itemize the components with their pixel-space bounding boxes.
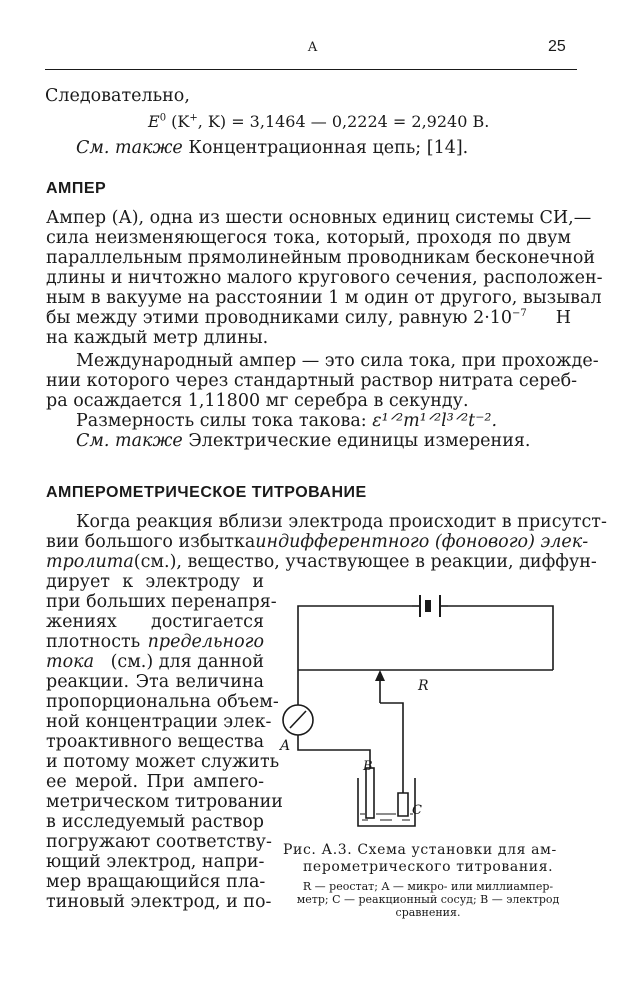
figure-caption-line-1: Рис. А.3. Схема установки для ам- xyxy=(283,842,557,858)
label-C: C xyxy=(412,803,422,818)
wire-meter-to-b xyxy=(298,735,370,768)
narrow-line-17: тиновый электрод, и по- xyxy=(46,892,272,912)
titration-circuit-diagram xyxy=(270,578,575,833)
figure-legend xyxy=(282,880,574,919)
ampere-line-4: длины и ничтожно малого кругового сечения, расположен- xyxy=(46,268,603,288)
ampere-heading: АМПЕР xyxy=(46,180,107,197)
ampere-line-3: параллельным прямолинейным проводникам бесконечной xyxy=(46,248,596,268)
intl-ampere-line-1: Международный ампер — это сила тока, при прохожде- xyxy=(76,351,599,371)
ampere-line-6-main: бы между этими проводниками силу, равную 2·10 xyxy=(46,308,513,328)
narrow-line-9: троактивного вещества xyxy=(46,732,265,752)
ampere-line-1: Ампер (А), одна из шести основных единиц системы СИ,— xyxy=(46,208,592,228)
battery-icon xyxy=(412,595,448,617)
ampere-para-2 xyxy=(46,351,599,451)
narrow-line-4a: плотность xyxy=(46,632,141,652)
amp-line-2a: вии большого избытка xyxy=(46,532,256,552)
eq-tail: , K) = 3,1464 — 0,2224 = 2,9240 В. xyxy=(197,112,490,131)
narrow-line-4 xyxy=(46,632,264,652)
amp-line-3 xyxy=(46,552,597,572)
legend-line-3: сравнения. xyxy=(395,906,461,919)
solution-hatching xyxy=(360,814,413,820)
meter-needle xyxy=(290,711,306,728)
eq-plus: + xyxy=(189,112,198,124)
legend-line-1: R — реостат; A — микро- или миллиампер- xyxy=(302,880,554,893)
ampere-line-6-text xyxy=(46,308,527,328)
slider-arrow-icon xyxy=(375,670,385,681)
limiting-term: предельного xyxy=(147,632,264,652)
narrow-line-5b: (см.) для данной xyxy=(110,652,264,672)
ampere-see-also-label: См. также xyxy=(76,431,183,451)
working-electrode-icon xyxy=(398,793,408,816)
wire-top-left xyxy=(298,606,412,670)
page-number: 25 xyxy=(548,38,566,55)
amperometric-para xyxy=(46,512,607,572)
header-rule xyxy=(45,69,577,70)
label-R: R xyxy=(418,678,429,694)
narrow-line-12: метрическом титровании xyxy=(46,792,283,812)
narrow-line-1: дирует к электроду и xyxy=(46,572,264,592)
amp-line-1: Когда реакция вблизи электрода происходит в присутст- xyxy=(76,512,607,532)
label-B: B xyxy=(363,759,373,774)
amp-line-3b: (см.), вещество, участвующее в реакции, диффун- xyxy=(133,552,597,572)
reference-electrode-icon xyxy=(366,768,374,818)
see-also-ref: Концентрационная цепь; [14]. xyxy=(182,138,469,158)
dimension-formula: ε¹ᐟ²m¹ᐟ²l³ᐟ²t⁻². xyxy=(372,411,498,431)
dimension-prefix: Размерность силы тока такова: xyxy=(76,411,373,431)
narrow-line-8: ной концентрации элек- xyxy=(46,712,272,732)
narrow-line-14: погружают соответству- xyxy=(46,832,272,852)
amp-line-3a: тролита xyxy=(46,552,134,572)
figure-caption-line-2: перометрического титрования. xyxy=(303,859,554,875)
ampere-line-2: сила неизменяющегося тока, который, проходя по двум xyxy=(46,228,571,248)
narrow-line-13: в исследуемый раствор xyxy=(46,812,264,832)
narrow-line-16: мер вращающийся пла- xyxy=(46,872,266,892)
wire-top-right xyxy=(448,606,553,670)
running-head: А xyxy=(307,40,318,55)
eq-symbol: E xyxy=(148,112,160,131)
ampere-para-1 xyxy=(46,208,603,348)
intl-ampere-line-3: ра осаждается 1,11800 мг серебра в секунду. xyxy=(46,391,469,411)
limiting-term-2: тока xyxy=(46,652,95,672)
narrow-line-6: реакции. Эта величина xyxy=(46,672,264,692)
intro-see-also xyxy=(76,138,468,158)
dimension-line xyxy=(46,411,571,431)
eq-sup: 0 xyxy=(159,112,167,124)
narrow-line-7: пропорциональна объем- xyxy=(46,692,279,712)
amp-line-2b: индифферентного (фонового) элек- xyxy=(255,532,589,552)
therefore-text: Следовательно, xyxy=(45,86,190,106)
ampere-unit: Н xyxy=(555,308,571,328)
narrow-line-15: ющий электрод, напри- xyxy=(46,852,265,872)
see-also-label: См. также xyxy=(76,138,183,158)
label-A: A xyxy=(280,738,291,754)
legend-line-2: метр; C — реакционный сосуд; B — электрод xyxy=(296,893,560,906)
narrow-line-3: жениях достигается xyxy=(46,612,264,632)
ampere-line-5: ным в вакууме на расстоянии 1 м один от другого, вызывал xyxy=(46,288,602,308)
equation xyxy=(148,112,489,132)
ampere-line-6 xyxy=(46,308,571,328)
amperometric-narrow-column xyxy=(46,572,283,912)
eq-rest: (K xyxy=(166,112,190,131)
narrow-line-11: ее мерой. При ампero- xyxy=(46,772,264,792)
narrow-line-5 xyxy=(46,652,264,672)
ampere-exponent: −7 xyxy=(512,308,527,320)
amperometric-heading: АМПЕРОМЕТРИЧЕСКОЕ ТИТРОВАНИЕ xyxy=(46,484,367,501)
intl-ampere-line-2: нии которого через стандартный раствор нитрата сереб- xyxy=(46,371,578,391)
amp-line-2 xyxy=(46,532,589,552)
narrow-line-10: и потому может служить xyxy=(46,752,280,772)
wire-to-working-electrode xyxy=(380,703,403,793)
ampere-see-also-ref: Электрические единицы измерения. xyxy=(182,431,531,451)
narrow-line-2: при больших перенапря- xyxy=(46,592,277,612)
ampere-see-also xyxy=(46,431,571,451)
ampere-line-7: на каждый метр длины. xyxy=(46,328,269,348)
